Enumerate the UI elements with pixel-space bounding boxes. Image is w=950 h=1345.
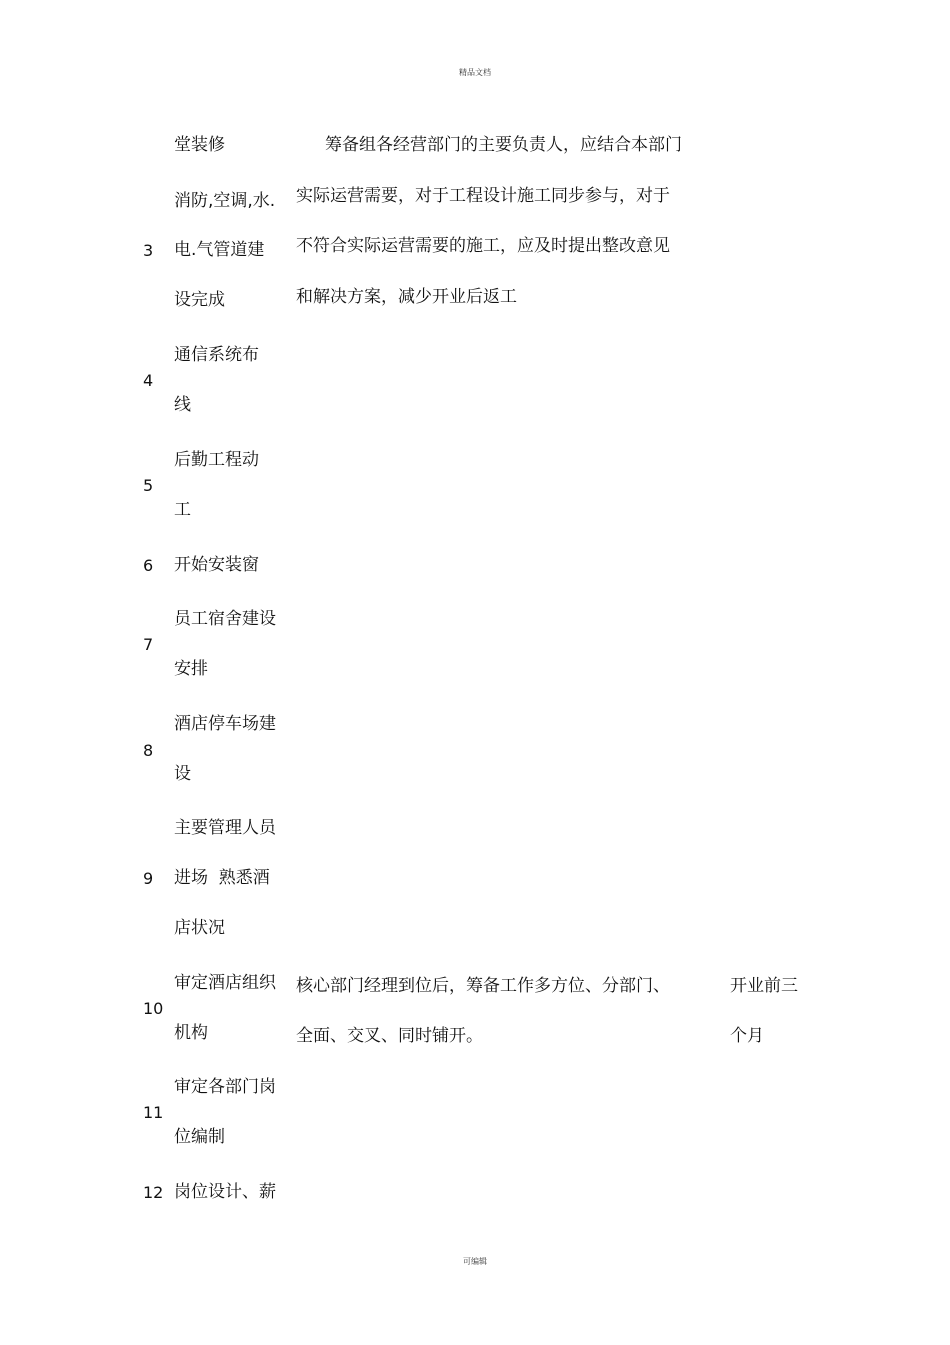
task-text: 后勤工程动 bbox=[174, 450, 259, 470]
description-line: 筹备组各经营部门的主要负责人，应结合本部门 bbox=[325, 135, 682, 155]
task-text: 机构 bbox=[174, 1023, 208, 1043]
row-number: 4 bbox=[143, 371, 154, 390]
task-text: 消防,空调,水. bbox=[174, 191, 276, 211]
row-number: 6 bbox=[143, 556, 154, 575]
row-number: 7 bbox=[143, 635, 154, 654]
task-text: 设完成 bbox=[174, 290, 225, 310]
timeline-text: 个月 bbox=[730, 1026, 764, 1046]
task-text: 电.气管道建 bbox=[174, 240, 265, 260]
task-text: 员工宿舍建设 bbox=[174, 609, 276, 629]
task-text: 审定各部门岗 bbox=[174, 1077, 276, 1097]
row-number: 9 bbox=[143, 869, 154, 888]
description-line: 实际运营需要，对于工程设计施工同步参与，对于 bbox=[296, 186, 670, 206]
row-number: 12 bbox=[143, 1183, 164, 1202]
task-text: 安排 bbox=[174, 659, 208, 679]
page-footer: 可编辑 bbox=[463, 1257, 487, 1266]
description-line: 和解决方案，减少开业后返工 bbox=[296, 287, 517, 307]
task-text: 进场 熟悉酒 bbox=[174, 868, 270, 888]
task-text: 线 bbox=[174, 395, 191, 415]
row-number: 3 bbox=[143, 241, 154, 260]
row-number: 5 bbox=[143, 476, 154, 495]
task-text: 审定酒店组织 bbox=[174, 973, 276, 993]
task-text: 酒店停车场建 bbox=[174, 714, 276, 734]
timeline-text: 开业前三 bbox=[730, 976, 798, 996]
task-text: 设 bbox=[174, 764, 191, 784]
task-text: 开始安装窗 bbox=[174, 555, 259, 575]
description-line: 核心部门经理到位后，筹备工作多方位、分部门、 bbox=[296, 976, 670, 996]
task-text: 主要管理人员 bbox=[174, 818, 276, 838]
page-header: 精品文档 bbox=[459, 68, 491, 77]
task-text: 岗位设计、薪 bbox=[174, 1182, 276, 1202]
task-text: 工 bbox=[174, 500, 191, 520]
row-number: 10 bbox=[143, 999, 164, 1018]
description-line: 全面、交叉、同时铺开。 bbox=[296, 1026, 483, 1046]
task-text: 位编制 bbox=[174, 1127, 225, 1147]
task-text: 通信系统布 bbox=[174, 345, 259, 365]
description-line: 不符合实际运营需要的施工，应及时提出整改意见 bbox=[296, 236, 670, 256]
row-number: 8 bbox=[143, 741, 154, 760]
task-text: 堂装修 bbox=[174, 135, 225, 155]
row-number: 11 bbox=[143, 1103, 164, 1122]
task-text: 店状况 bbox=[174, 918, 225, 938]
